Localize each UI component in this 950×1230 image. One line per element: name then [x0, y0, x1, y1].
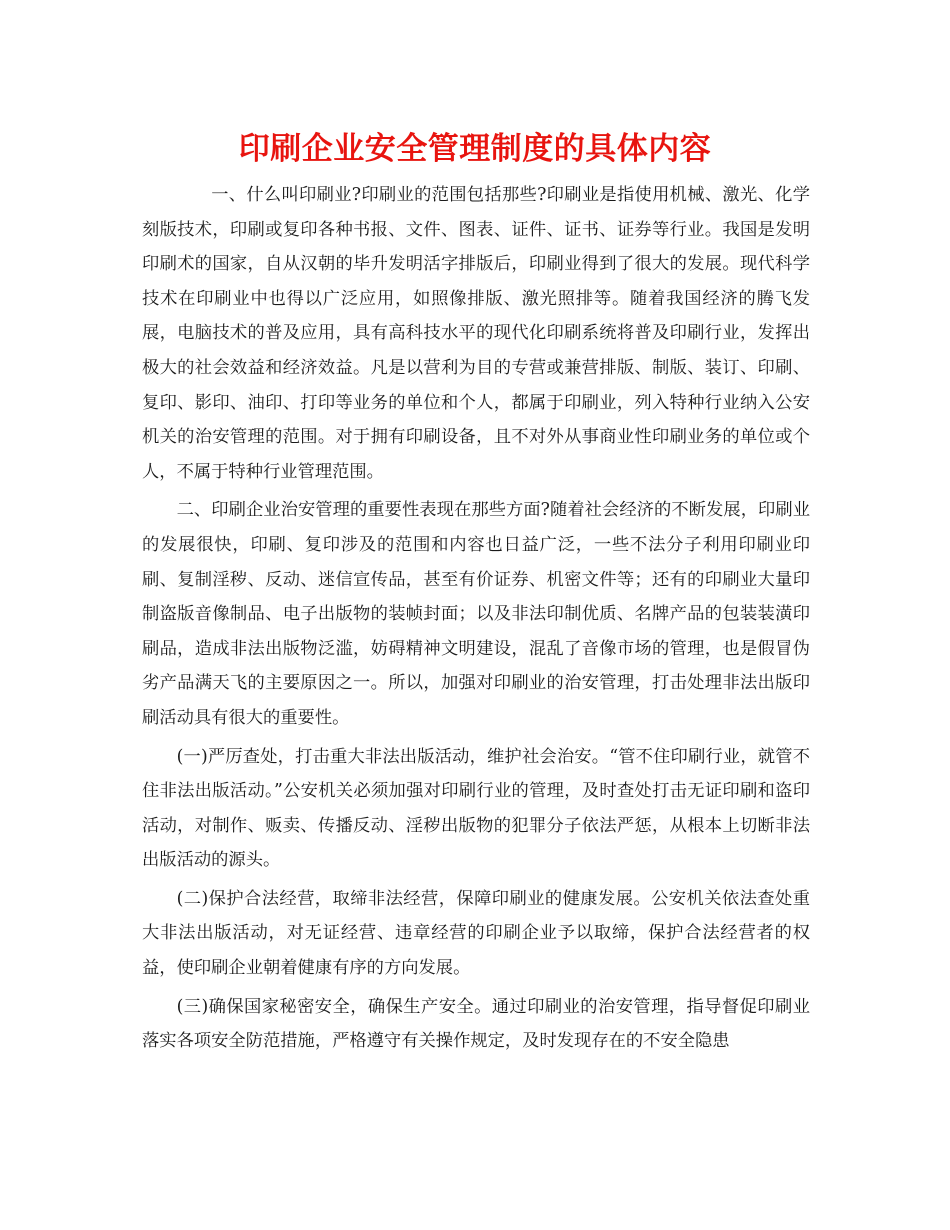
paragraph-1: 一、什么叫印刷业?印刷业的范围包括那些?印刷业是指使用机械、激光、化学刻版技术，印刷或复印各种书报、文件、图表、证件、证书、证券等行业。我国是发明印刷术的国家，自从汉朝的毕升发明活字排版后，印刷业得到了很大的发展。现代科学技术在印刷业中也得以广泛应用，如照像排版、激光照排等。随着我国经济的腾飞发展，电脑技术的普及应用，具有高科技水平的现代化印刷系统将普及印刷行业，发挥出极大的社会效益和经济效益。凡是以营利为目的专营或兼营排版、制版、装订、印刷、复印、影印、油印、打印等业务的单位和个人，都属于印刷业，列入特种行业纳入公安机关的治安管理的范围。对于拥有印刷设备，且不对外从事商业性印刷业务的单位或个人，不属于特种行业管理范围。 — [142, 185, 810, 482]
paragraph-4: (二)保护合法经营，取缔非法经营，保障印刷业的健康发展。公安机关依法查处重大非法出版活动，对无证经营、违章经营的印刷企业予以取缔，保护合法经营者的权益，使印刷企业朝着健康有序的方向发展。 — [142, 888, 810, 979]
paragraph-2: 二、印刷企业治安管理的重要性表现在那些方面?随着社会经济的不断发展，印刷业的发展很快，印刷、复印涉及的范围和内容也日益广泛，一些不法分子利用印刷业印刷、复制淫秽、反动、迷信宣传品，甚至有价证券、机密文件等；还有的印刷业大量印制盗版音像制品、电子出版物的装帧封面；以及非法印制优质、名牌产品的包装装潢印刷品，造成非法出版物泛滥，妨碍精神文明建设，混乱了音像市场的管理，也是假冒伪劣产品满天飞的主要原因之一。所以，加强对印刷业的治安管理，打击处理非法出版印刷活动具有很大的重要性。 — [142, 500, 810, 728]
document-title: 印刷企业安全管理制度的具体内容 — [238, 131, 712, 167]
paragraph-5: (三)确保国家秘密安全，确保生产安全。通过印刷业的治安管理，指导督促印刷业落实各项安全防范措施，严格遵守有关操作规定，及时发现存在的不安全隐患 — [142, 996, 810, 1052]
document-body — [142, 178, 810, 1063]
paragraph-3: (一)严厉查处，打击重大非法出版活动，维护社会治安。“管不住印刷行业，就管不住非法出版活动。”公安机关必须加强对印刷行业的管理，及时查处打击无证印刷和盗印活动，对制作、贩卖、传播反动、淫秽出版物的犯罪分子依法严惩，从根本上切断非法出版活动的源头。 — [142, 746, 810, 871]
